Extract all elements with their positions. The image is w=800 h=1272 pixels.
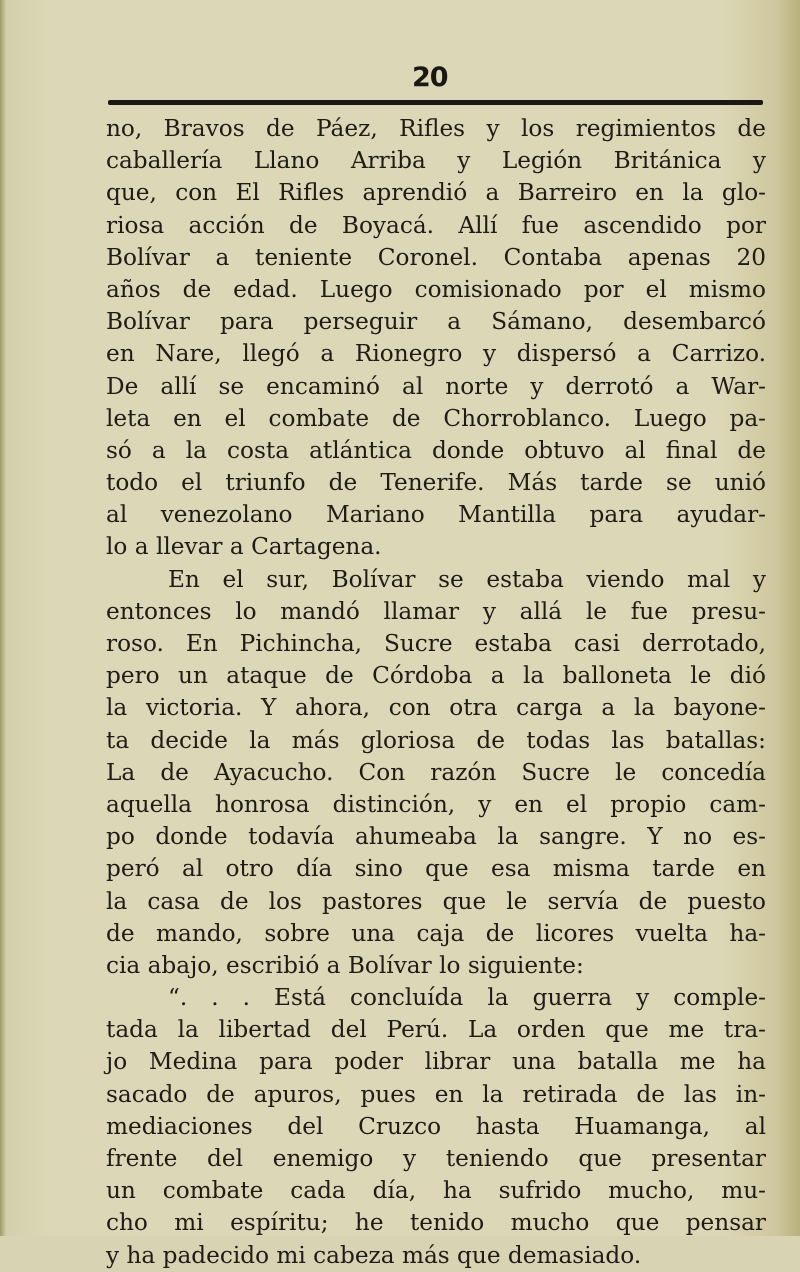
text-line: leta en el combate de Chorroblanco. Luego pa- — [106, 404, 766, 432]
text-line: cia abajo, escribió a Bolívar lo siguiente: — [106, 951, 584, 979]
text-line: al venezolano Mariano Mantilla para ayudar- — [106, 501, 766, 529]
text-line: peró al otro día sino que esa misma tarde en — [106, 855, 766, 883]
header-rule — [108, 100, 763, 105]
text-line: cho mi espíritu; he tenido mucho que pensar — [106, 1209, 766, 1237]
text-line: caballería Llano Arriba y Legión Británica y — [106, 147, 766, 175]
text-line: frente del enemigo y teniendo que presentar — [106, 1145, 766, 1172]
text-line: todo el triunfo de Tenerife. Más tarde se unió — [106, 469, 766, 497]
text-line: lo a llevar a Cartagena. — [106, 533, 382, 561]
text-line: jo Medina para poder librar una batalla me ha — [106, 1048, 766, 1076]
text-line: en Nare, llegó a Rionegro y dispersó a Carrizo. — [106, 340, 766, 368]
body-text — [106, 113, 766, 1272]
text-line: tada la libertad del Perú. La orden que me tra- — [106, 1016, 766, 1044]
text-line: la casa de los pastores que le servía de puesto — [106, 887, 766, 915]
text-line: Bolívar a teniente Coronel. Contaba apenas 20 — [106, 243, 766, 271]
text-line: no, Bravos de Páez, Rifles y los regimientos de — [106, 115, 766, 142]
text-line: En el sur, Bolívar se estaba viendo mal y — [168, 565, 766, 593]
text-line: entonces lo mandó llamar y allá le fue presu- — [106, 597, 766, 625]
page-number: 20 — [412, 62, 448, 93]
text-line: que, con El Rifles aprendió a Barreiro en la glo- — [106, 179, 766, 207]
text-line: sacado de apuros, pues en la retirada de las in- — [106, 1080, 766, 1108]
text-line: riosa acción de Boyacá. Allí fue ascendido por — [106, 211, 766, 239]
text-line: po donde todavía ahumeaba la sangre. Y no es- — [106, 823, 766, 851]
text-line: y ha padecido mi cabeza más que demasiado. — [106, 1241, 642, 1269]
text-line: La de Ayacucho. Con razón Sucre le concedía — [106, 758, 766, 786]
text-line: la victoria. Y ahora, con otra carga a la bayone- — [106, 694, 766, 722]
text-line: un combate cada día, ha sufrido mucho, mu- — [106, 1177, 766, 1205]
text-line: pero un ataque de Córdoba a la balloneta le dió — [106, 662, 766, 690]
text-line: roso. En Pichincha, Sucre estaba casi derrotado, — [106, 630, 766, 657]
text-line: só a la costa atlántica donde obtuvo al final de — [106, 436, 766, 464]
text-line: De allí se encaminó al norte y derrotó a War- — [106, 372, 766, 400]
text-line: aquella honrosa distinción, y en el propio cam- — [106, 790, 766, 818]
text-line: años de edad. Luego comisionado por el mismo — [106, 275, 766, 303]
page-left-edge — [0, 0, 6, 1236]
text-line: Bolívar para perseguir a Sámano, desembarcó — [106, 308, 766, 336]
text-line: de mando, sobre una caja de licores vuelta ha- — [106, 919, 766, 947]
text-line: mediaciones del Cruzco hasta Huamanga, al — [106, 1112, 766, 1140]
text-line: “. . . Está concluída la guerra y comple- — [168, 984, 766, 1012]
text-line: ta decide la más gloriosa de todas las batallas: — [106, 726, 766, 754]
